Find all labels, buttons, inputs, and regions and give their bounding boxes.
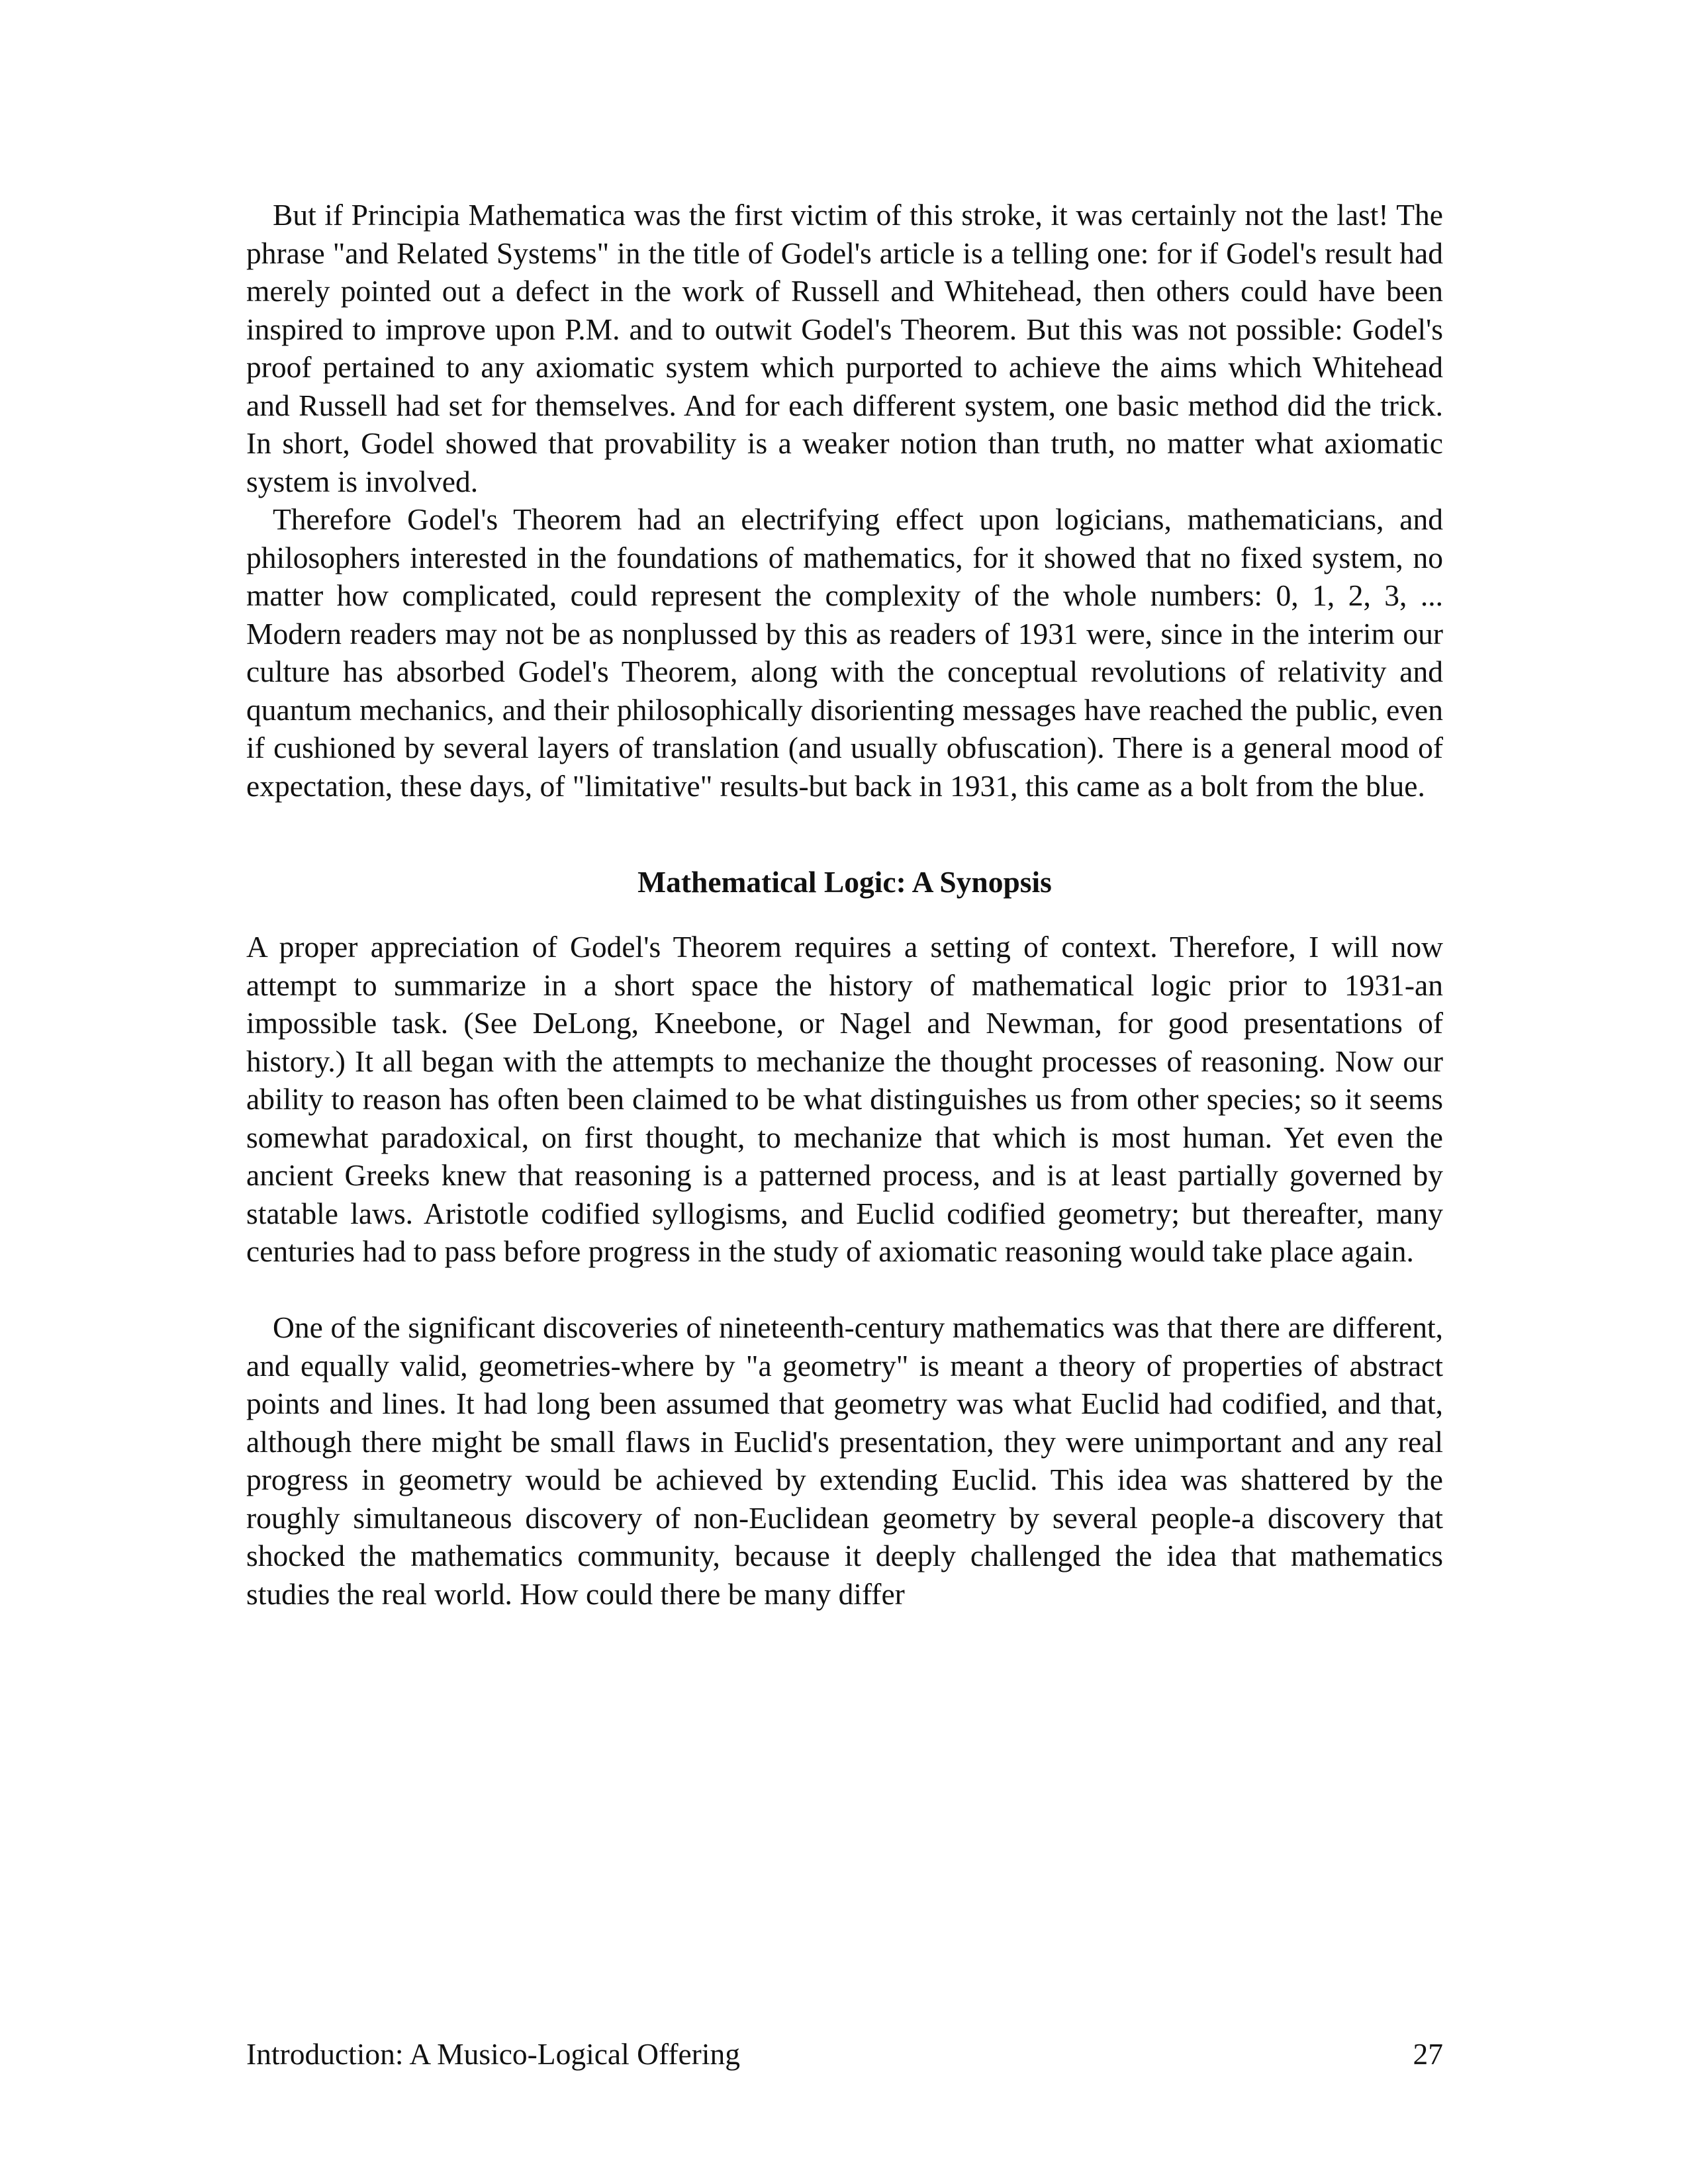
section-heading: Mathematical Logic: A Synopsis — [637, 865, 1052, 899]
paragraph-electrifying-effect: Therefore Godel's Theorem had an electrifying effect upon logicians, mathematicians, and philosophers interested in the foundations of mathematics, for it showed that no fixed system, no matter how complicated, could represent the complexity of the whole numbers: 0, 1, 2, 3, ... Modern readers may not be as nonplussed by this as readers of 1931 were, since in the interim our culture has absorbed Godel's Theorem, along with the conceptual revolutions of relativity and quantum mechanics, and their philosophically disorienting messages have reached the public, even if cushioned by several layers of translation (and usually obfuscation). There is a general mood of expectation, these days, of "limitative" results-but back in 1931, this came as a bolt from the blue. — [246, 502, 1443, 803]
page-number: 27 — [1413, 2037, 1443, 2071]
paragraph-appreciation: A proper appreciation of Godel's Theorem requires a setting of context. Therefore, I will now attempt to summarize in a short space the history of mathematical logic prior to 1931-an impossible task. (See DeLong, Kneebone, or Nagel and Newman, for good presentations of history.) It all began with the attempts to mechanize the thought processes of reasoning. Now our ability to reason has often been claimed to be what distinguishes us from other species; so it seems somewhat paradoxical, on first thought, to mechanize that which is most human. Yet even the ancient Greeks knew that reasoning is a patterned process, and is at least partially governed by statable laws. Aristotle codified syllogisms, and Euclid codified geometry; but thereafter, many centuries had to pass before progress in the study of axiomatic reasoning would take place again. — [246, 930, 1443, 1268]
page-body — [246, 196, 1443, 1651]
paragraph-geometries: One of the significant discoveries of nineteenth-century mathematics was that there are different, and equally valid, geometries-where by "a geometry" is meant a theory of properties of abstract points and lines. It had long been assumed that geometry was what Euclid had codified, and that, although there might be small flaws in Euclid's presentation, they were unimportant and any real progress in geometry would be achieved by extending Euclid. This idea was shattered by the roughly simultaneous discovery of non-Euclidean geometry by several people-a discovery that shocked the mathematics community, because it deeply challenged the idea that mathematics studies the real world. How could there be many differ — [246, 1310, 1443, 1611]
paragraph-principia: But if Principia Mathematica was the first victim of this stroke, it was certainly not the last! The phrase "and Related Systems" in the title of Godel's article is a telling one: for if Godel's result had merely pointed out a defect in the work of Russell and Whitehead, then others could have been inspired to improve upon P.M. and to outwit Godel's Theorem. But this was not possible: Godel's proof pertained to any axiomatic system which purported to achieve the aims which Whitehead and Russell had set for themselves. And for each different system, one basic method did the trick. In short, Godel showed that provability is a weaker notion than truth, no matter what axiomatic system is involved. — [246, 198, 1443, 498]
page-footer — [246, 2034, 1443, 2074]
footer-title: Introduction: A Musico-Logical Offering — [246, 2037, 740, 2071]
